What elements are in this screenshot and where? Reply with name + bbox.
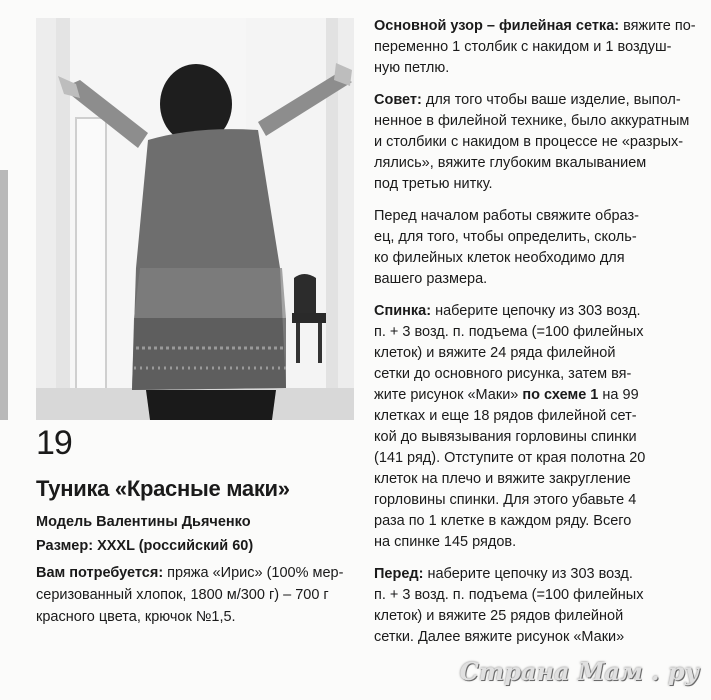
paragraph-pattern: Основной узор – филейная сетка: вяжите по- переменно 1 столбик с накидом и 1 воздуш- ную петлю. [374,18,696,76]
photo-illustration [36,18,354,420]
model-author: Модель Валентины Дьяченко [36,514,251,530]
materials-block [36,562,356,628]
paragraph-gauge: Перед началом работы свяжите образ- ец, для того, чтобы определить, сколь- ко филейных клеток необходимо для вашего размера. [374,208,639,287]
paragraph-front: Перед: наберите цепочку из 303 возд. п. + 3 возд. п. подъема (=100 филейных клеток) и вяжите 25 рядов филейной сетки. Далее вяжите рисунок «Маки» [374,566,644,645]
watermark: Страна Мам . ру [459,657,699,686]
paragraph-advice: Совет: для того чтобы ваше изделие, выпол- ненное в филейной технике, было аккуратным и столбики с накидом в процессе не «разрых- лялись», вяжите глубоким вкалыванием под третью нитку. [374,92,690,192]
text-column [374,16,696,659]
tunic-photo [36,18,354,420]
item-number: 19 [36,424,72,462]
materials-label: Вам потребуется: [36,565,164,581]
item-title: Туника «Красные маки» [36,476,290,501]
size-info: Размер: XXXL (российский 60) [36,538,254,554]
paragraph-back: Спинка: наберите цепочку из 303 возд. п. + 3 возд. п. подъема (=100 филейных клеток) и вяжите 24 ряда филейной сетки до основного рисунка, затем вя- жите рисунок «Маки» по схеме 1 на 99 клетках и еще 18 рядов филейной сет- кой до вывязывания горловины спинки (141 ряд). Отступите от края полотна 20 клеток на плечо и вяжите закругление горловины спинки. Для этого убавьте 4 раза по 1 клетке в каждом ряду. Всего на спинке 145 рядов. [374,303,646,550]
scroll-edge [0,170,8,420]
materials-line-1: Вам потребуется: пряжа «Ирис» (100% мер- [36,565,344,581]
materials-line-2: серизованный хлопок, 1800 м/300 г) – 700 г [36,587,329,603]
materials-line-3: красного цвета, крючок №1,5. [36,609,236,625]
